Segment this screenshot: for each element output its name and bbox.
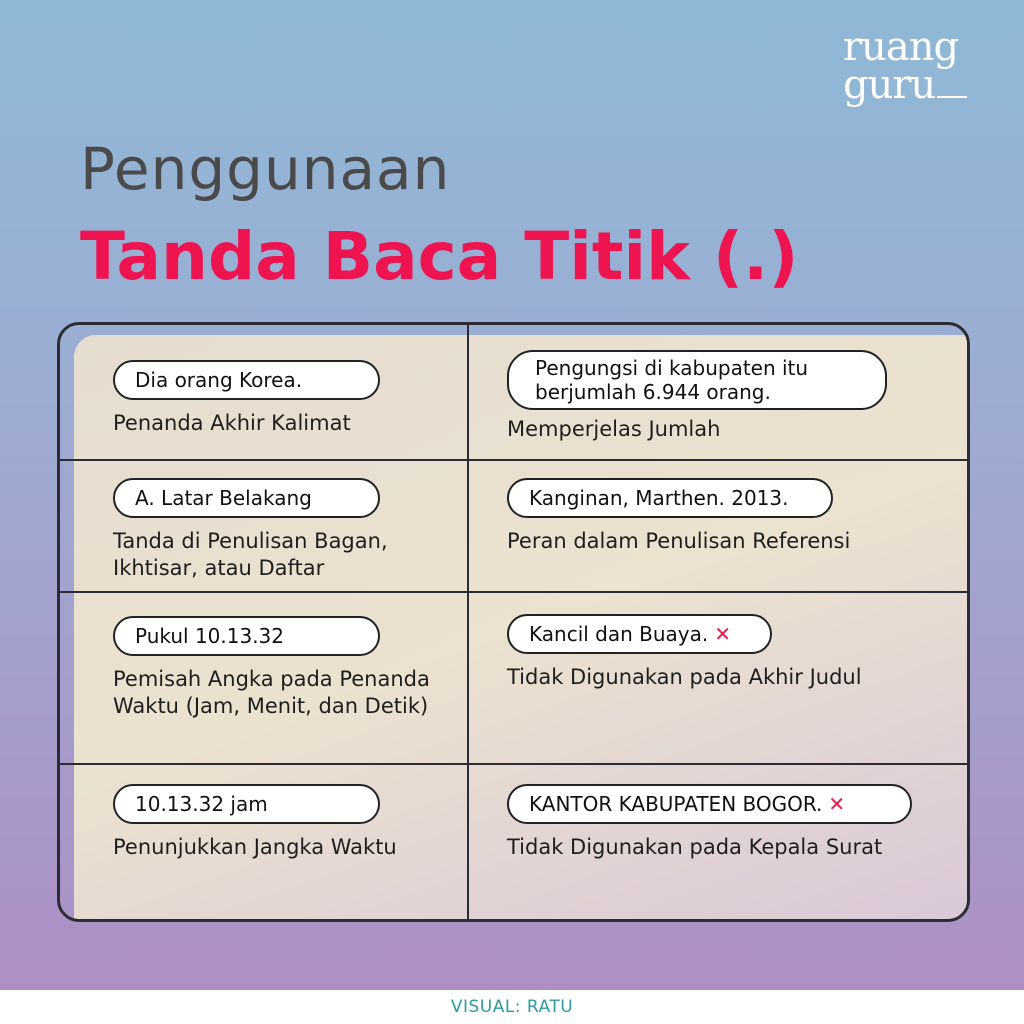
example-text: KANTOR KABUPATEN BOGOR. xyxy=(529,792,823,816)
title-line1: Penggunaan xyxy=(80,135,451,203)
example-pill xyxy=(507,614,772,654)
ruangguru-logo xyxy=(843,24,967,108)
row-divider xyxy=(60,459,967,461)
wrong-x-icon: ✕ xyxy=(714,622,732,646)
row-divider xyxy=(60,763,967,765)
example-text: Kancil dan Buaya. xyxy=(529,622,709,646)
footer-credit: VISUAL: RATU xyxy=(450,997,574,1017)
table-cell xyxy=(113,360,453,437)
table-cell xyxy=(113,478,453,582)
usage-description: Tanda di Penulisan Bagan, Ikhtisar, atau Daftar xyxy=(113,529,388,580)
table-cell xyxy=(507,350,927,443)
usage-description: Tidak Digunakan pada Akhir Judul xyxy=(507,665,862,689)
example-pill xyxy=(113,784,380,824)
example-pill xyxy=(507,478,833,518)
logo-line1: ruang xyxy=(843,24,959,70)
table-cell xyxy=(113,616,453,720)
column-divider xyxy=(467,325,469,919)
example-text: Kanginan, Marthen. 2013. xyxy=(529,486,789,510)
logo-line2-wrap xyxy=(843,62,967,108)
table-cell xyxy=(507,478,927,555)
example-pill xyxy=(507,350,887,410)
row-divider xyxy=(60,591,967,593)
usage-description: Tidak Digunakan pada Kepala Surat xyxy=(507,835,883,859)
usage-description: Memperjelas Jumlah xyxy=(507,417,721,441)
usage-description: Penunjukkan Jangka Waktu xyxy=(113,835,397,859)
example-pill xyxy=(507,784,912,824)
title-line2: Tanda Baca Titik (.) xyxy=(80,218,799,295)
example-pill xyxy=(113,360,380,400)
example-text: Pengungsi di kabupaten itu berjumlah 6.944 orang. xyxy=(535,356,809,404)
example-pill xyxy=(113,616,380,656)
example-text: 10.13.32 jam xyxy=(135,792,268,816)
wrong-x-icon: ✕ xyxy=(828,792,846,816)
logo-line2: guru xyxy=(843,62,936,108)
table-cell xyxy=(507,784,927,861)
usage-description: Peran dalam Penulisan Referensi xyxy=(507,529,851,553)
table-cell xyxy=(113,784,453,861)
table-cell xyxy=(507,614,927,691)
example-text: Pukul 10.13.32 xyxy=(135,624,285,648)
example-text: A. Latar Belakang xyxy=(135,486,312,510)
example-text: Dia orang Korea. xyxy=(135,368,303,392)
usage-description: Pemisah Angka pada Penanda Waktu (Jam, Menit, dan Detik) xyxy=(113,667,430,718)
example-pill xyxy=(113,478,380,518)
usage-description: Penanda Akhir Kalimat xyxy=(113,411,351,435)
